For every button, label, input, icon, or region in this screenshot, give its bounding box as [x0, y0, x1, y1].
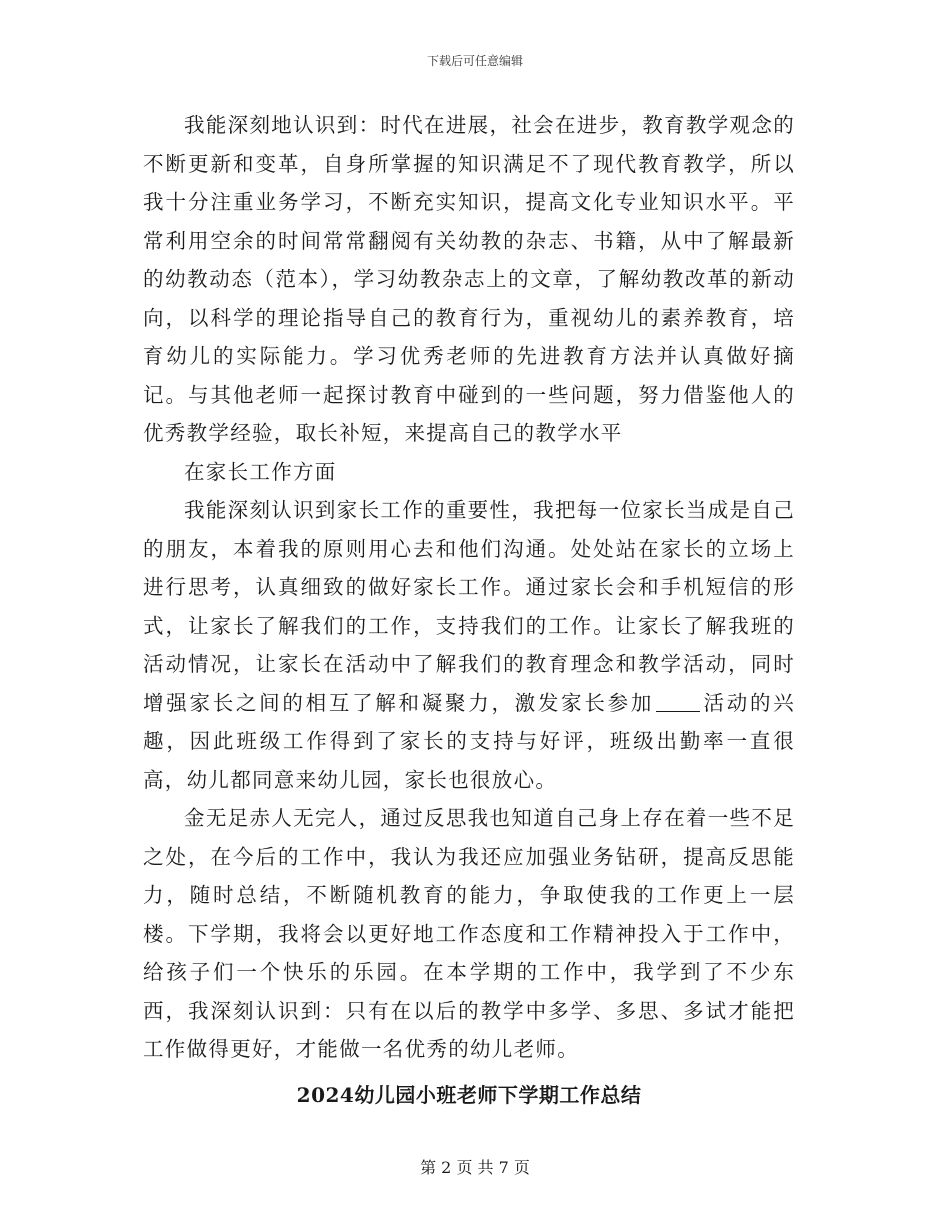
paragraph-reflection: 金无足赤人无完人，通过反思我也知道自己身上存在着一些不足之处，在今后的工作中，我认为我还应加强业务钻研，提高反思能力，随时总结，不断随机教育的能力，争取使我的工作更上一层楼。下学期，我将会以更好地工作态度和工作精神投入于工作中，给孩子们一个快乐的乐园。在本学期的工作中，我学到了不少东西，我深刻认识到：只有在以后的教学中多学、多思、多试才能把工作做得更好，才能做一名优秀的幼儿老师。 — [143, 806, 795, 1061]
section-heading-parent-work: 在家长工作方面 — [184, 459, 337, 484]
page-header-note: 下载后可任意编辑 — [426, 54, 523, 68]
next-document-title: 2024幼儿园小班老师下学期工作总结 — [296, 1082, 642, 1107]
paragraph-self-study: 我能深刻地认识到：时代在进展，社会在进步，教育教学观念的不断更新和变革，自身所掌握的知识满足不了现代教育教学，所以我十分注重业务学习，不断充实知识，提高文化专业知识水平。平常利用空余的时间常常翻阅有关幼教的杂志、书籍，从中了解最新的幼教动态（范本），学习幼教杂志上的文章，了解幼教改革的新动向，以科学的理论指导自己的教育行为，重视幼儿的素养教育，培育幼儿的实际能力。学习优秀老师的先进教育方法并认真做好摘记。与其他老师一起探讨教育中碰到的一些问题，努力借鉴他人的优秀教学经验，取长补短，来提高自己的教学水平 — [143, 113, 795, 445]
paragraph-parent-work — [143, 491, 795, 799]
document-body — [143, 106, 795, 1113]
paragraph-parent-work-part1: 我能深刻认识到家长工作的重要性，我把每一位家长当成是自己的朋友，本着我的原则用心去和他们沟通。处处站在家长的立场上进行思考，认真细致的做好家长工作。通过家长会和手机短信的形式，让家长了解我们的工作，支持我们的工作。让家长了解我班的活动情况，让家长在活动中了解我们的教育理念和教学活动，同时增强家长之间的相互了解和凝聚力，激发家长参加 — [143, 498, 795, 715]
page-number: 第 2 页 共 7 页 — [420, 1158, 530, 1177]
fill-in-blank — [656, 690, 700, 712]
paragraph-parent-work-part2: 活动的兴趣，因此班级工作得到了家长的支持与好评，班级出勤率一直很高，幼儿都同意来幼儿园，家长也很放心。 — [143, 690, 795, 792]
